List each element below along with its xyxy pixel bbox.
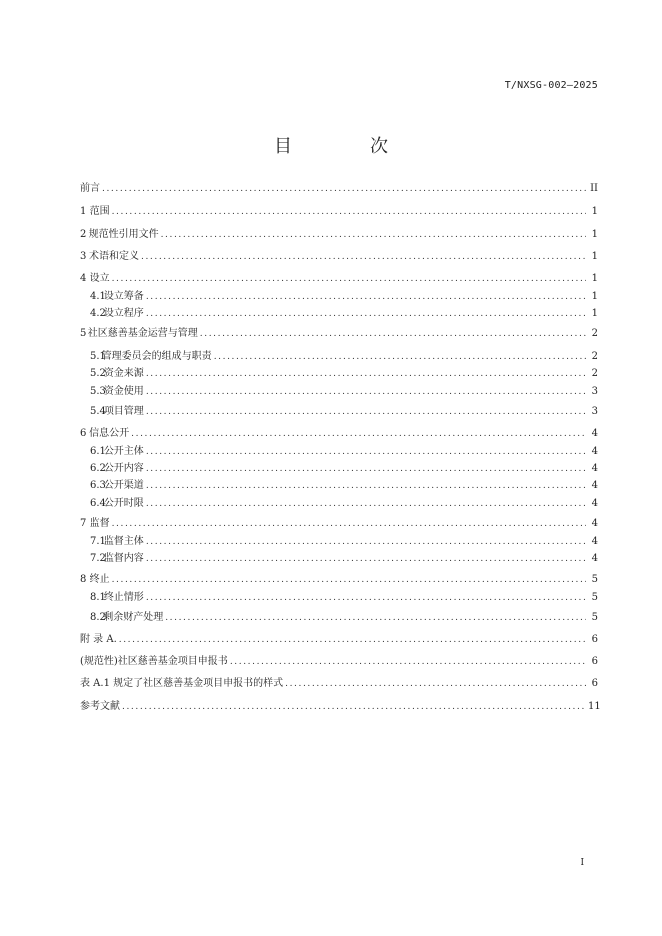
toc-entry-title: 前言: [80, 183, 100, 194]
toc-entry[interactable]: [90, 552, 598, 566]
toc-entry-page: 4: [591, 518, 598, 529]
toc-entry-number: 8.1: [90, 592, 106, 603]
toc-entry-number: 5.1: [90, 351, 106, 362]
toc-entry-page: 1: [591, 273, 598, 284]
toc-leader-dots: [146, 497, 586, 511]
toc-entry-number: 8.2: [90, 612, 106, 623]
toc-entry-title: 终止: [89, 574, 110, 585]
toc-entry-title: 监督主体: [103, 536, 144, 547]
toc-entry[interactable]: [90, 385, 598, 399]
toc-entry-title: 规范性引用文件: [88, 229, 159, 240]
toc-leader-dots: [165, 611, 586, 625]
toc-entry-number: 7: [80, 518, 87, 529]
toc-entry-title: 公开主体: [103, 446, 144, 457]
toc-entry-title: 参考文献: [80, 701, 120, 712]
toc-leader-dots: [146, 405, 586, 419]
toc-entry-title: 监督: [89, 518, 110, 529]
toc-entry-title: 社区慈善基金运营与管理: [87, 328, 198, 339]
toc-entry-number: 7.1: [90, 536, 106, 547]
toc-entry[interactable]: [90, 367, 598, 381]
toc-entry[interactable]: [80, 655, 598, 669]
toc-leader-dots: [214, 350, 586, 364]
toc-leader-dots: [146, 591, 586, 605]
toc-entry[interactable]: [80, 677, 598, 691]
toc-entry-page: 1: [591, 291, 598, 302]
toc-entry-page: 6: [591, 634, 598, 645]
toc-leader-dots: [146, 552, 586, 566]
toc-leader-dots: [131, 427, 586, 441]
toc-entry-title: 表 A.1 规定了社区慈善基金项目申报书的样式: [80, 678, 284, 689]
toc-leader-dots: [146, 462, 586, 476]
toc-entry[interactable]: [80, 272, 598, 286]
toc-entry-title: 信息公开: [89, 428, 130, 439]
toc-entry[interactable]: [80, 700, 601, 714]
page-title: 目 次: [274, 136, 418, 157]
toc-leader-dots: [285, 677, 586, 691]
toc-entry[interactable]: [90, 462, 598, 476]
toc-entry[interactable]: [80, 182, 598, 196]
toc-entry[interactable]: [90, 535, 598, 549]
toc-entry[interactable]: [90, 591, 598, 605]
toc-leader-dots: [141, 250, 586, 264]
toc-entry[interactable]: [80, 327, 598, 341]
toc-entry-title: 管理委员会的组成与职责: [101, 351, 212, 362]
toc-entry-title: 设立筹备: [103, 291, 144, 302]
toc-entry-number: 5.2: [90, 368, 106, 379]
toc-entry[interactable]: [80, 228, 598, 242]
toc-leader-dots: [146, 535, 586, 549]
toc-entry-number: 1: [80, 206, 87, 217]
toc-entry-page: 3: [591, 386, 598, 397]
toc-entry-number: 6: [80, 428, 87, 439]
toc-entry-page: 2: [591, 328, 598, 339]
toc-entry-page: 4: [591, 446, 598, 457]
toc-leader-dots: [230, 655, 586, 669]
toc-entry-title: 监督内容: [103, 553, 144, 564]
toc-entry[interactable]: [80, 573, 598, 587]
toc-leader-dots: [112, 272, 586, 286]
toc-leader-dots: [146, 290, 586, 304]
toc-entry-title: 公开内容: [103, 463, 144, 474]
toc-entry-number: 2: [80, 229, 87, 240]
toc-entry[interactable]: [90, 479, 598, 493]
toc-entry-page: 5: [591, 612, 598, 623]
toc-entry-title: 设立: [89, 273, 110, 284]
toc-entry-page: 1: [591, 229, 598, 240]
toc-entry-page: 2: [591, 368, 598, 379]
toc-entry[interactable]: [80, 633, 598, 647]
toc-entry-title: 终止情形: [103, 592, 144, 603]
toc-entry-page: 6: [591, 678, 598, 689]
toc-entry-title: 项目管理: [103, 406, 144, 417]
toc-entry[interactable]: [80, 250, 598, 264]
toc-entry-title: 资金来源: [103, 368, 144, 379]
toc-entry-page: 1: [591, 206, 598, 217]
toc-entry-page: 1: [591, 251, 598, 262]
toc-entry[interactable]: [90, 350, 598, 364]
toc-entry-page: 3: [591, 406, 598, 417]
toc-entry-page: II: [590, 183, 598, 194]
toc-entry-number: 4.1: [90, 291, 106, 302]
toc-entry-page: 6: [591, 656, 598, 667]
toc-leader-dots: [112, 573, 586, 587]
toc-leader-dots: [112, 205, 586, 219]
toc-leader-dots: [161, 228, 586, 242]
toc-entry-title: 术语和定义: [88, 251, 139, 262]
toc-entry-page: 4: [591, 553, 598, 564]
toc-entry[interactable]: [80, 205, 598, 219]
toc-entry-title: 剩余财产处理: [103, 612, 164, 623]
toc-leader-dots: [146, 307, 586, 321]
toc-leader-dots: [146, 479, 586, 493]
toc-entry[interactable]: [90, 497, 598, 511]
toc-entry-page: 4: [591, 428, 598, 439]
toc-entry-number: 4: [80, 273, 87, 284]
toc-entry-page: 4: [591, 480, 598, 491]
toc-entry-page: 4: [591, 536, 598, 547]
toc-leader-dots: [112, 517, 586, 531]
toc-entry[interactable]: [90, 611, 598, 625]
toc-entry[interactable]: [90, 445, 598, 459]
toc-leader-dots: [102, 182, 586, 196]
toc-entry-title: 设立程序: [103, 308, 144, 319]
toc-entry-page: 2: [591, 351, 598, 362]
toc-entry[interactable]: [90, 405, 598, 419]
toc-entry-number: 5.4: [90, 406, 106, 417]
toc-leader-dots: [122, 700, 586, 714]
toc-leader-dots: [146, 367, 586, 381]
toc-entry-page: 11: [588, 701, 601, 712]
toc-entry-number: 8: [80, 574, 87, 585]
toc-entry-number: 6.1: [90, 446, 106, 457]
toc-entry-title: 资金使用: [103, 386, 144, 397]
document-id: T/NXSG-002—2025: [504, 80, 598, 91]
toc-entry-number: 5: [80, 328, 87, 339]
page-number: I: [580, 858, 584, 868]
toc-entry-title: 公开渠道: [103, 480, 144, 491]
toc-entry[interactable]: [80, 427, 598, 441]
toc-entry-number: 4.2: [90, 308, 106, 319]
toc-entry[interactable]: [90, 307, 598, 321]
toc-entry-number: 7.2: [90, 553, 106, 564]
toc-entry-page: 4: [591, 463, 598, 474]
toc-leader-dots: [200, 327, 586, 341]
toc-entry-page: 5: [591, 592, 598, 603]
toc-entry-page: 5: [591, 574, 598, 585]
toc-entry-title: 附 录 A.: [80, 634, 117, 645]
toc-entry-number: 5.3: [90, 386, 106, 397]
toc-entry-title: 范围: [89, 206, 110, 217]
toc-entry-page: 1: [591, 308, 598, 319]
toc-leader-dots: [119, 633, 586, 647]
toc-entry-number: 6.2: [90, 463, 106, 474]
toc-entry-number: 3: [80, 251, 87, 262]
toc-entry-number: 6.3: [90, 480, 106, 491]
toc-entry-number: 6.4: [90, 498, 106, 509]
toc-leader-dots: [146, 385, 586, 399]
toc-entry-title: 公开时限: [103, 498, 144, 509]
toc-entry-page: 4: [591, 498, 598, 509]
toc-entry[interactable]: [80, 517, 598, 531]
toc-leader-dots: [146, 445, 586, 459]
toc-entry-title: (规范性)社区慈善基金项目申报书: [80, 656, 228, 667]
toc-entry[interactable]: [90, 290, 598, 304]
